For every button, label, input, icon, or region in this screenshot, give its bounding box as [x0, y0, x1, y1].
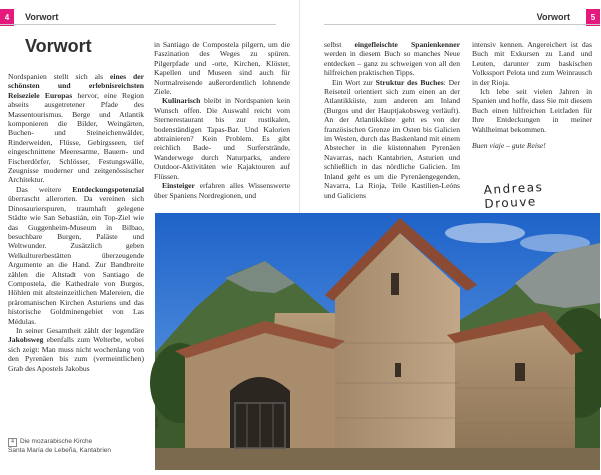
header-rule-right [324, 24, 600, 25]
paragraph: Das weitere Entdeckungspotenzial überrascht allerorten. Da vereinen sich Dinosaurierspuren, traumhaft gelegene Städte wie San Sebastián, ein Top-Ziel wie das Guggenheim-Museum in Bilbao, besuchbare Burgen, Paläste und Weltwunder. Zusätzlich geben Welkulturerbestätten überzeugende Argumente an die Hand. Zur Bandbreite zählen die Altstadt von Santiago de Compostela, die Kathedrale von Burgos, Höhlen mit altsteinzeitlichen Malereien, die präromanischen Kirchen Asturiens und das historische Goldminengebiet von Las Médulas. [8, 184, 144, 326]
caption-line-2: Santa María de Lebeña, Kantabrien [8, 447, 111, 454]
author-signature: Andreas Drouve [483, 179, 544, 212]
page-number-left: 4 [0, 9, 14, 26]
text-column-3 [324, 40, 460, 200]
text-column-1 [8, 72, 144, 373]
header-rule-left [0, 24, 276, 25]
running-title-left: Vorwort [25, 12, 59, 22]
caption-number: 4 [8, 438, 17, 447]
church-illustration [155, 213, 600, 470]
paragraph: Kulinarisch bleibt in Nordspanien kein Wunsch offen. Die Auswahl reicht vom Sternerestaurant bis zur rustikalen, bodenständigen Tapas-Bar. Und Kalorien abtrainieren? Kein Problem. Es gibt reichlich Bade- und Surferstrände, Wanderwege durch Naturparks, andere Outdoor-Aktivitäten wie Kajaktouren auf Flüssen. [154, 96, 290, 181]
text-column-4 [472, 40, 592, 150]
paragraph: In seiner Gesamtheit zählt der legendäre Jakobsweg ebenfalls zum Welterbe, wobei sich zeigt: Man muss nicht wochenlang von den Pyrenäen bis zum (vermeintlichen) Grab des Apostels Jakobus [8, 325, 144, 373]
text-column-2 [154, 40, 290, 200]
page-number-right: 5 [586, 9, 600, 26]
paragraph: Einsteiger erfahren alles Wissenswerte über Spaniens Nordregionen, und [154, 181, 290, 200]
paragraph: Ich lebe seit vielen Jahren in Spanien und hoffe, dass Sie mit diesem Buch einen hilfreichen Leitfaden für Ihre Entdeckungen in meiner Wahlheimat bekommen. [472, 87, 592, 134]
paragraph: in Santiago de Compostela pilgern, um die Faszination des Weges zu spüren. Pilgerpfade und -orte, Kirchen, Klöster, Kapellen und Museen sind auch für Normalreisende außerordentlich lohnende Ziele. [154, 40, 290, 97]
page-heading: Vorwort [25, 36, 92, 56]
paragraph: selbst eingefleischte Spanienkenner werden in diesem Buch so manches Neue entdecken – ganz zu schweigen von all den hilfreichen praktischen Tipps. [324, 40, 460, 78]
photo-caption [8, 438, 148, 456]
caption-line-1: Die mozarabische Kirche [20, 438, 93, 445]
paragraph: Ein Wort zur Struktur des Buches: Der Reiseteil orientiert sich zum einen an der Atlantikküste, zum anderen am Inland (Burgos und der Hauptjakobsweg verläuft). An der Atlantikküste geht es von der französischen Grenze im Osten bis Galicien im Westen, durch das Baskenland mit einem Abstecher in die küstennahen Pyrenäen Navarras, nach Kantabrien, Asturien und schließlich in das nördliche Galicien. Im Inland geht es um die Pyrenäengegenden, Navarra, La Rioja, Teile Kastilien-Leóns und Galiciens [324, 77, 460, 200]
paragraph: Nordspanien stellt sich als eines der schönsten und erlebnisreichsten Reiseziele Europas hervor, eine Region abseits ausgetretener Pfade des Massentourismus. Berge und Atlantik komponieren die Bilder, Weingärten, Buchen- und Steineichenwälder, Rinderweiden, Flüsse, Gebirgsseen, tief eingeschnittene Meeresarme, Bauern- und Fischerdörfer, Schlösser, Festungswälle, Zeugnisse moderner und zeitgenössischer Architektur. [8, 72, 144, 185]
greeting: Buen viaje – gute Reise! [472, 141, 546, 151]
running-title-right: Vorwort [536, 12, 570, 22]
photo-credit: fotolia [154, 417, 159, 428]
church-photo [155, 213, 600, 470]
paragraph: intensiv kennen. Angereichert ist das Buch mit Exkursen zu Land und Leuten, darunter zum baskischen Volkssport Pelota und zum Weinrausch in der Rioja. [472, 40, 592, 87]
